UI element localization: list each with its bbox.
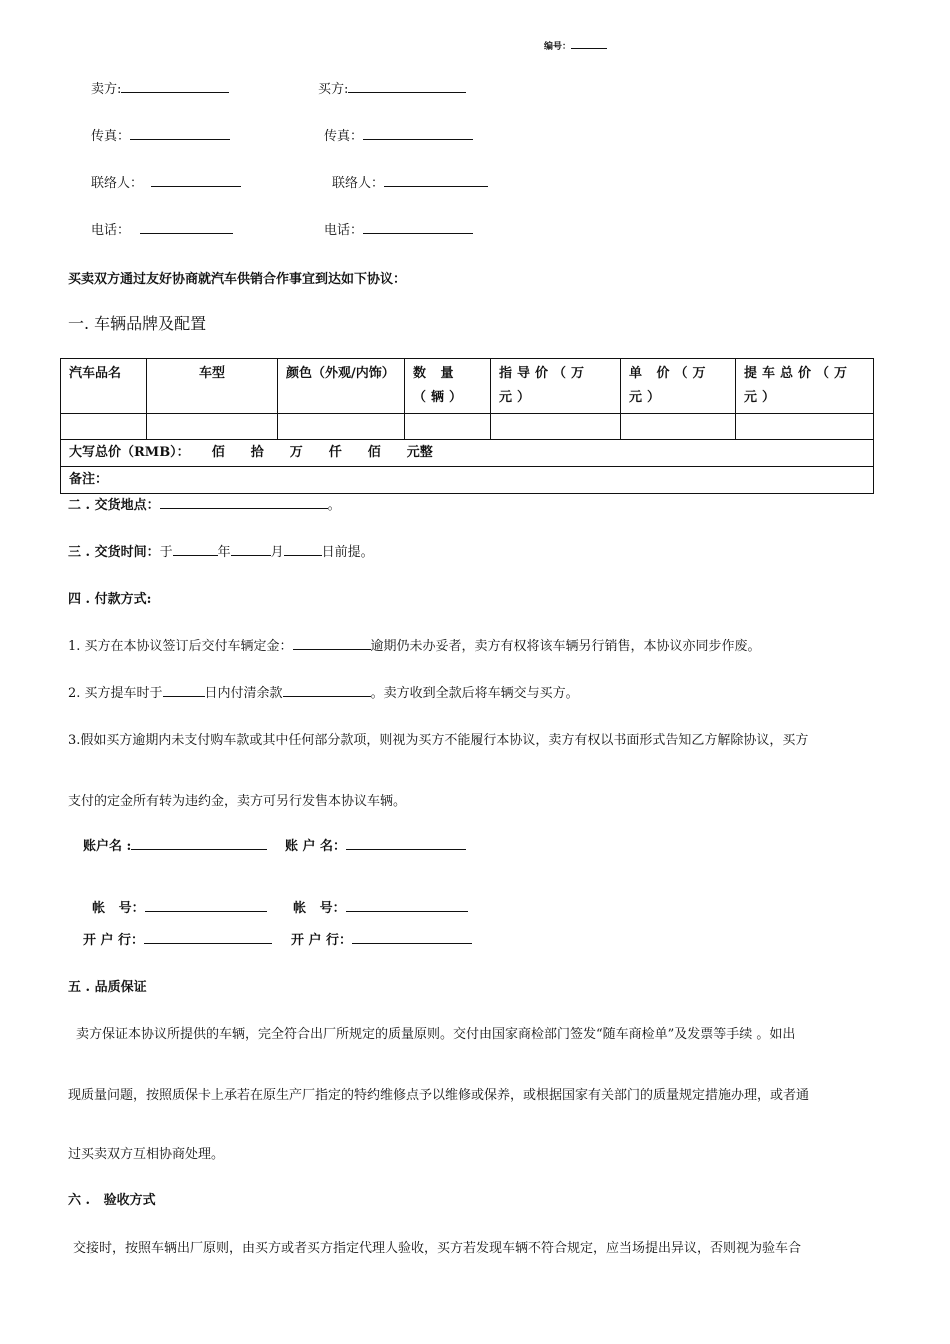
seller-fax-label: 传真： [91, 129, 131, 144]
section6-title: 六 . 验收方式 [68, 1193, 156, 1208]
unit-shi: 拾 [250, 445, 264, 460]
header-cell: 指导价（万元） [491, 359, 621, 414]
account-no-seller [83, 882, 267, 916]
payment-item-1 [68, 635, 761, 654]
payment-item-1-tail: 逾期仍未办妥者，卖方有权将该车辆另行销售，本协议亦同步作废。 [370, 639, 761, 654]
table-cell[interactable] [405, 414, 491, 440]
seller-contact-blank[interactable] [151, 172, 241, 187]
section3-title: 三 . 交货时间： [68, 545, 160, 560]
intro-text: 买卖双方通过友好协商就汽车供销合作事宜到达如下协议： [68, 272, 407, 287]
vehicle-table [60, 358, 874, 494]
table-row [61, 414, 874, 440]
payment-item-1-text: 1. 买方在本协议签订后交付车辆定金： [68, 639, 293, 654]
doc-number-label: 编号： [544, 42, 572, 52]
buyer-fax-blank[interactable] [363, 125, 473, 140]
buyer-phone-blank[interactable] [363, 219, 473, 234]
account-name-buyer [285, 835, 466, 854]
doc-number-blank[interactable] [571, 38, 607, 49]
table-header-row [61, 359, 874, 414]
payment-item-2-text: 2. 买方提车时于 [68, 686, 163, 701]
bank-seller [83, 929, 272, 948]
year-blank[interactable] [173, 541, 218, 556]
section2 [68, 494, 341, 513]
seller-phone-label: 电话： [91, 223, 131, 238]
section6-line-1: 交接时，按照车辆出厂原则，由买方或者买方指定代理人验收，买方若发现车辆不符合规定，应当场提出异议，否则视为验车合 [73, 1241, 802, 1256]
table-cell[interactable] [491, 414, 621, 440]
total-price-row [61, 440, 874, 467]
table-cell[interactable] [621, 414, 736, 440]
seller-name-row [91, 78, 229, 97]
section3-text-yu: 于 [159, 545, 173, 560]
buyer-phone-row [324, 219, 473, 238]
section4-title: 四 . 付款方式: [68, 592, 152, 607]
seller-contact-label: 联络人： [91, 176, 144, 191]
buyer-blank[interactable] [348, 78, 466, 93]
account-name-label: 账 户 名： [285, 839, 347, 854]
unit-bai: 佰 [211, 445, 225, 460]
section5-line-1: 卖方保证本协议所提供的车辆，完全符合出厂所规定的质量原则。交付由国家商检部门签发“随车商检单”及发票等手续 。如出 [76, 1027, 796, 1042]
buyer-fax-label: 传真： [324, 129, 364, 144]
payment-item-2-mid: 日内付清余款 [204, 686, 283, 701]
day-blank[interactable] [284, 541, 322, 556]
seller-contact-row [91, 172, 241, 191]
header-cell: 颜色（外观/内饰） [278, 359, 405, 414]
table-cell[interactable] [736, 414, 874, 440]
unit-wan: 万 [289, 445, 303, 460]
buyer-label: 买方: [318, 82, 349, 97]
section2-tail: 。 [327, 498, 341, 513]
section5-line-3: 过买卖双方互相协商处理。 [68, 1147, 225, 1162]
delivery-place-blank[interactable] [160, 494, 328, 509]
table-cell[interactable] [61, 414, 147, 440]
account-name-blank[interactable] [131, 835, 267, 850]
unit-bai-2: 佰 [367, 445, 381, 460]
buyer-name-row [318, 78, 466, 97]
account-no-buyer [284, 882, 468, 916]
header-cell: 提车总价（万元） [736, 359, 874, 414]
buyer-fax-row [324, 125, 473, 144]
payment-item-3-line2: 支付的定金所有转为违约金，卖方可另行发售本协议车辆。 [68, 794, 407, 809]
balance-blank[interactable] [283, 682, 371, 697]
payment-item-2-tail: 。卖方收到全款后将车辆交与买方。 [370, 686, 579, 701]
seller-phone-row [91, 219, 233, 238]
month-blank[interactable] [231, 541, 271, 556]
header-cell: 数 量（辆） [405, 359, 491, 414]
section5-line-2: 现质量问题，按照质保卡上承若在原生产厂指定的特约维修点予以维修或保养，或根据国家有关部门的质量规定措施办理，或者通 [68, 1088, 810, 1103]
bank-buyer [291, 929, 472, 948]
bank-blank[interactable] [144, 929, 272, 944]
bank-label: 开 户 行： [291, 933, 353, 948]
seller-blank[interactable] [121, 78, 229, 93]
section5-title: 五 . 品质保证 [68, 980, 147, 995]
total-price-label: 大写总价（RMB）： [69, 445, 190, 460]
doc-number [544, 38, 607, 52]
buyer-contact-row [332, 172, 488, 191]
section2-title: 二 . 交货地点： [68, 498, 160, 513]
buyer-phone-label: 电话： [324, 223, 364, 238]
unit-yuan: 元整 [406, 445, 433, 460]
seller-phone-blank[interactable] [140, 219, 233, 234]
buyer-contact-label: 联络人： [332, 176, 385, 191]
account-name-seller [83, 835, 267, 854]
seller-label: 卖方: [91, 82, 122, 97]
table-cell[interactable] [278, 414, 405, 440]
deposit-blank[interactable] [293, 635, 371, 650]
seller-fax-row [91, 125, 230, 144]
bank-blank[interactable] [352, 929, 472, 944]
account-no-label: 帐 号： [92, 901, 145, 916]
header-cell: 汽车品名 [61, 359, 147, 414]
header-cell: 单 价（万元） [621, 359, 736, 414]
remark-cell[interactable] [61, 467, 874, 494]
remark-row [61, 467, 874, 494]
account-no-blank[interactable] [145, 897, 267, 912]
section3 [68, 541, 374, 560]
account-name-label: 账户名 : [83, 839, 132, 854]
payment-item-3-line1: 3.假如买方逾期内未支付购车款或其中任何部分款项，则视为买方不能履行本协议，卖方有权以书面形式告知乙方解除协议，买方 [68, 733, 809, 748]
payment-item-2 [68, 682, 579, 701]
section3-text-year: 年 [217, 545, 231, 560]
bank-label: 开 户 行： [83, 933, 145, 948]
account-name-blank[interactable] [346, 835, 466, 850]
seller-fax-blank[interactable] [130, 125, 230, 140]
total-price-cell[interactable] [61, 440, 874, 467]
remark-label: 备注： [69, 472, 109, 487]
buyer-contact-blank[interactable] [384, 172, 488, 187]
account-no-label: 帐 号： [293, 901, 346, 916]
section3-text-month: 月 [270, 545, 284, 560]
account-no-blank[interactable] [346, 897, 468, 912]
section3-text-day: 日前提。 [321, 545, 374, 560]
days-blank[interactable] [163, 682, 205, 697]
table-cell[interactable] [147, 414, 278, 440]
unit-qian: 仟 [328, 445, 342, 460]
section1-title: 一. 车辆品牌及配置 [68, 314, 207, 333]
header-cell: 车型 [147, 359, 278, 414]
